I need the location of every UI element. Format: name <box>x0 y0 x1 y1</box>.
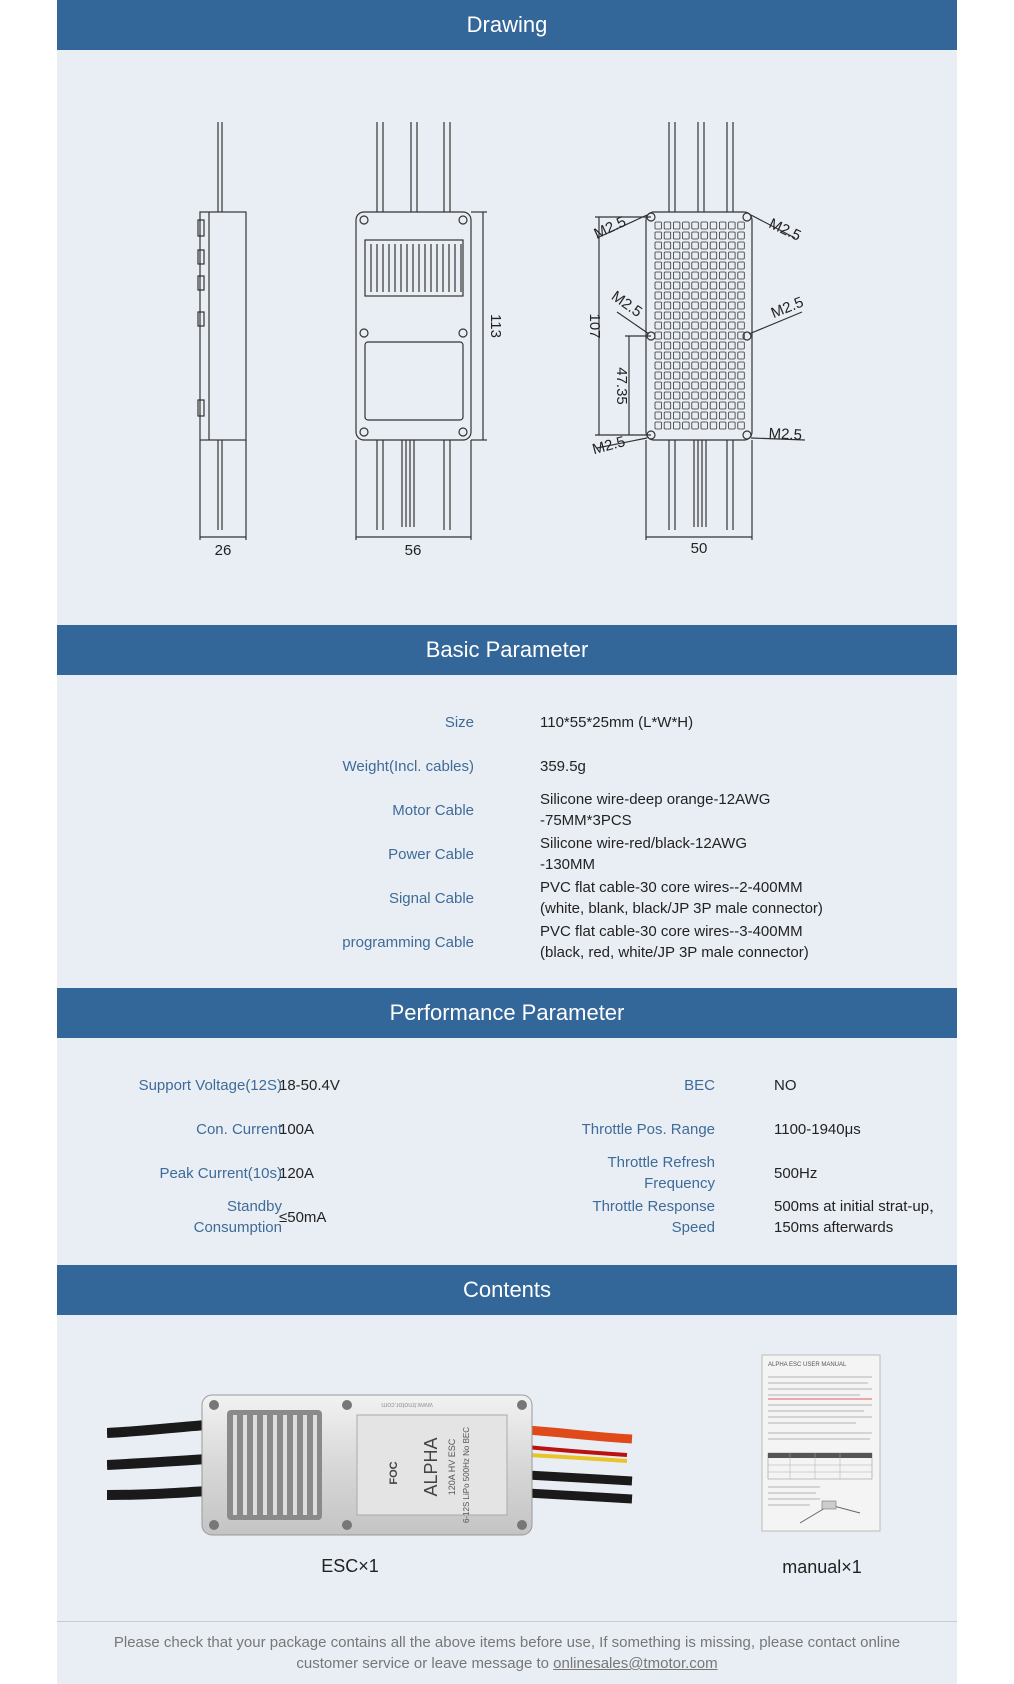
heatsink-cell <box>692 222 699 229</box>
heatsink-cell <box>719 252 726 259</box>
contents-caption-manual: manual×1 <box>782 1557 862 1577</box>
manual-image <box>760 1353 882 1533</box>
heatsink-cell <box>664 312 671 319</box>
heatsink-cell <box>710 382 717 389</box>
heatsink-cell <box>729 292 736 299</box>
heatsink-cell <box>701 242 708 249</box>
heatsink-cell <box>664 412 671 419</box>
footer-email-link[interactable]: onlinesales@tmotor.com <box>553 1655 718 1672</box>
drawing-svg <box>57 50 957 625</box>
param-label: Motor Cable <box>392 801 474 819</box>
heatsink-cell <box>710 372 717 379</box>
heatsink-cell <box>664 392 671 399</box>
heatsink-cell <box>655 302 662 309</box>
heatsink-cell <box>664 342 671 349</box>
heatsink-cell <box>655 372 662 379</box>
heatsink-cell <box>673 312 680 319</box>
heatsink-cell <box>738 422 745 429</box>
heatsink-cell <box>683 282 690 289</box>
heatsink-cell <box>701 312 708 319</box>
heatsink-cell <box>673 282 680 289</box>
heatsink-cell <box>701 422 708 429</box>
param-value: Silicone wire-red/black-12AWG -130MM <box>540 835 748 873</box>
heatsink-cell <box>692 372 699 379</box>
heatsink-cell <box>692 352 699 359</box>
heatsink-cell <box>729 332 736 339</box>
heatsink-cell <box>664 252 671 259</box>
heatsink-cell <box>701 352 708 359</box>
heatsink-cell <box>673 382 680 389</box>
heatsink-cell <box>710 392 717 399</box>
heatsink-cell <box>673 232 680 239</box>
heatsink-cell <box>683 392 690 399</box>
heatsink-cell <box>683 242 690 249</box>
param-label: Signal Cable <box>388 889 474 907</box>
heatsink-cell <box>729 252 736 259</box>
heatsink-cell <box>719 362 726 369</box>
heatsink-cell <box>738 372 745 379</box>
param-label: Size <box>444 713 474 731</box>
heatsink-cell <box>692 252 699 259</box>
heatsink-cell <box>673 292 680 299</box>
heatsink-cell <box>701 222 708 229</box>
perf-label: Throttle Pos. Range <box>581 1120 715 1138</box>
screw-label: M2.5 <box>590 433 628 459</box>
heatsink-cell <box>710 322 717 329</box>
basic-param-row <box>57 700 957 744</box>
perf-label: Support Voltage(12S) <box>138 1076 282 1094</box>
heatsink-cell <box>719 402 726 409</box>
heatsink-cell <box>738 282 745 289</box>
heatsink-cell <box>683 252 690 259</box>
heatsink-cell <box>719 302 726 309</box>
heatsink-cell <box>692 392 699 399</box>
heatsink-cell <box>701 272 708 279</box>
perf-label: Peak Current(10s) <box>159 1164 282 1182</box>
heatsink-cell <box>719 262 726 269</box>
heatsink-cell <box>664 382 671 389</box>
heatsink-cell <box>673 352 680 359</box>
heatsink-cell <box>738 322 745 329</box>
esc-sub: 120A HV ESC <box>447 1438 457 1496</box>
heatsink-cell <box>710 272 717 279</box>
heatsink-cell <box>729 362 736 369</box>
heatsink-cell <box>738 252 745 259</box>
heatsink-cell <box>683 342 690 349</box>
heatsink-cell <box>701 262 708 269</box>
heatsink-cell <box>710 412 717 419</box>
heatsink-cell <box>683 412 690 419</box>
heatsink-cell <box>664 352 671 359</box>
heatsink-cell <box>664 422 671 429</box>
param-value: Silicone wire-deep orange-12AWG -75MM*3PCS <box>540 791 771 829</box>
heatsink-cell <box>701 332 708 339</box>
basic-param-row <box>57 788 957 832</box>
heatsink-cell <box>710 352 717 359</box>
heatsink-cell <box>701 372 708 379</box>
heatsink-cell <box>719 422 726 429</box>
heatsink-cell <box>701 282 708 289</box>
heatsink-cell <box>738 242 745 249</box>
heatsink-cell <box>729 352 736 359</box>
heatsink-cell <box>673 422 680 429</box>
heatsink-cell <box>692 292 699 299</box>
heatsink-cell <box>738 272 745 279</box>
heatsink-cell <box>729 302 736 309</box>
heatsink-cell <box>701 382 708 389</box>
heatsink-cell <box>710 422 717 429</box>
heatsink-cell <box>738 412 745 419</box>
screw-label: M2.5 <box>608 287 646 321</box>
heatsink-cell <box>719 412 726 419</box>
heatsink-cell <box>664 232 671 239</box>
heatsink-cell <box>719 282 726 289</box>
heatsink-cell <box>738 382 745 389</box>
heatsink-cell <box>673 412 680 419</box>
heatsink-cell <box>719 382 726 389</box>
heatsink-cell <box>673 222 680 229</box>
heatsink-cell <box>664 242 671 249</box>
heatsink-cell <box>673 372 680 379</box>
param-value: 359.5g <box>540 757 586 775</box>
heatsink-cell <box>683 352 690 359</box>
heatsink-cell <box>683 262 690 269</box>
heatsink-cell <box>692 262 699 269</box>
heatsink-cell <box>673 252 680 259</box>
heatsink-cell <box>701 392 708 399</box>
perf-value: 500ms at initial strat-up， 150ms afterwards <box>774 1198 945 1236</box>
heatsink-cell <box>683 402 690 409</box>
heatsink-cell <box>692 322 699 329</box>
heatsink-cell <box>692 272 699 279</box>
heatsink-cell <box>664 302 671 309</box>
heatsink-cell <box>710 262 717 269</box>
screw-label: M2.5 <box>768 293 806 322</box>
heatsink-cell <box>655 262 662 269</box>
heatsink-cell <box>719 222 726 229</box>
perf-value: 1100-1940μs <box>774 1120 861 1138</box>
screw-label: M2.5 <box>766 215 804 245</box>
heatsink-cell <box>738 402 745 409</box>
heatsink-cell <box>719 292 726 299</box>
heatsink-cell <box>729 382 736 389</box>
heatsink-cell <box>673 392 680 399</box>
heatsink-cell <box>673 402 680 409</box>
heatsink-cell <box>664 292 671 299</box>
heatsink-cell <box>655 252 662 259</box>
heatsink-cell <box>664 282 671 289</box>
heatsink-cell <box>664 322 671 329</box>
basic-parameter-header: Basic Parameter <box>57 625 957 675</box>
heatsink-cell <box>710 362 717 369</box>
heatsink-cell <box>664 332 671 339</box>
heatsink-cell <box>692 402 699 409</box>
heatsink-cell <box>710 282 717 289</box>
footer-notice <box>97 1632 917 1674</box>
perf-value: 18-50.4V <box>279 1076 340 1094</box>
heatsink-cell <box>729 392 736 399</box>
heatsink-cell <box>655 392 662 399</box>
heatsink-cell <box>738 312 745 319</box>
heatsink-cell <box>701 292 708 299</box>
heatsink-cell <box>673 302 680 309</box>
heatsink-cell <box>719 242 726 249</box>
heatsink-cell <box>701 412 708 419</box>
heatsink-cell <box>738 292 745 299</box>
heatsink-cell <box>664 262 671 269</box>
heatsink-cell <box>701 322 708 329</box>
heatsink-cell <box>701 402 708 409</box>
heatsink-cell <box>710 342 717 349</box>
heatsink-cell <box>683 232 690 239</box>
heatsink-cell <box>683 312 690 319</box>
technical-drawing <box>57 50 957 625</box>
heatsink-cell <box>729 282 736 289</box>
heatsink-cell <box>719 372 726 379</box>
heatsink-cell <box>738 302 745 309</box>
heatsink-cell <box>729 342 736 349</box>
heatsink-cell <box>673 272 680 279</box>
heatsink-cell <box>701 302 708 309</box>
dim-back-mid: 47.35 <box>613 367 630 405</box>
heatsink-cell <box>719 322 726 329</box>
heatsink-cell <box>729 372 736 379</box>
heatsink-cell <box>710 292 717 299</box>
dim-front-height: 113 <box>487 314 504 338</box>
contents-header: Contents <box>57 1265 957 1315</box>
heatsink-cell <box>673 332 680 339</box>
heatsink-cell <box>701 232 708 239</box>
heatsink-cell <box>655 402 662 409</box>
basic-param-row <box>57 920 957 964</box>
screw-label: M2.5 <box>591 213 629 243</box>
heatsink-cell <box>655 382 662 389</box>
heatsink-cell <box>692 332 699 339</box>
manual-title: ALPHA ESC USER MANUAL <box>768 1362 847 1368</box>
heatsink-cell <box>655 282 662 289</box>
heatsink-cell <box>710 252 717 259</box>
heatsink-cell <box>738 222 745 229</box>
param-value: PVC flat cable-30 core wires--3-400MM (black, red, white/JP 3P male connector) <box>540 923 809 961</box>
front-view <box>356 122 487 540</box>
heatsink-cell <box>692 242 699 249</box>
heatsink-cell <box>683 382 690 389</box>
heatsink-cell <box>701 362 708 369</box>
heatsink-cell <box>683 332 690 339</box>
heatsink-cell <box>683 362 690 369</box>
perf-value: 500Hz <box>774 1164 818 1182</box>
heatsink-cell <box>683 222 690 229</box>
heatsink-cell <box>719 272 726 279</box>
esc-url: www.tmotor.com <box>381 1401 433 1408</box>
heatsink-cell <box>655 332 662 339</box>
esc-name: ALPHA <box>421 1437 441 1497</box>
heatsink-cell <box>673 242 680 249</box>
heatsink-cell <box>710 242 717 249</box>
heatsink-cell <box>701 342 708 349</box>
perf-label: Standby Consumption <box>193 1198 282 1236</box>
heatsink-cell <box>683 422 690 429</box>
dim-side-width: 26 <box>214 542 232 559</box>
heatsink-cell <box>664 362 671 369</box>
heatsink-cell <box>683 292 690 299</box>
heatsink-cell <box>664 372 671 379</box>
basic-param-row <box>57 876 957 920</box>
heatsink-cell <box>655 362 662 369</box>
perf-value: ≤50mA <box>279 1208 327 1226</box>
param-value: 110*55*25mm (L*W*H) <box>540 713 694 731</box>
heatsink-cell <box>729 222 736 229</box>
heatsink-cell <box>692 422 699 429</box>
heatsink-cell <box>655 222 662 229</box>
dim-front-width: 56 <box>404 542 422 559</box>
heatsink-cell <box>683 322 690 329</box>
heatsink-cell <box>738 262 745 269</box>
param-label: Weight(Incl. cables) <box>342 757 474 775</box>
screw-label: M2.5 <box>768 425 803 444</box>
heatsink-cell <box>692 342 699 349</box>
heatsink-cell <box>683 302 690 309</box>
basic-param-row <box>57 832 957 876</box>
heatsink-cell <box>729 242 736 249</box>
heatsink-cell <box>655 352 662 359</box>
heatsink-cell <box>692 232 699 239</box>
side-view <box>198 122 246 540</box>
foc-badge: FOC <box>388 1461 400 1485</box>
heatsink-cell <box>655 322 662 329</box>
heatsink-cell <box>719 342 726 349</box>
heatsink-cell <box>673 362 680 369</box>
param-value: PVC flat cable-30 core wires--2-400MM (white, blank, black/JP 3P male connector) <box>540 879 823 917</box>
heatsink-cell <box>710 302 717 309</box>
perf-value: NO <box>774 1076 797 1094</box>
heatsink-cell <box>692 362 699 369</box>
heatsink-cell <box>719 352 726 359</box>
heatsink-cell <box>719 312 726 319</box>
heatsink-cell <box>729 412 736 419</box>
heatsink-cell <box>719 332 726 339</box>
heatsink-cell <box>655 292 662 299</box>
heatsink-cell <box>673 322 680 329</box>
heatsink-cell <box>710 222 717 229</box>
heatsink-cell <box>710 312 717 319</box>
heatsink-cell <box>729 402 736 409</box>
heatsink-cell <box>692 282 699 289</box>
heatsink-cell <box>664 222 671 229</box>
heatsink-cell <box>729 312 736 319</box>
heatsink-cell <box>710 402 717 409</box>
heatsink-cell <box>692 302 699 309</box>
perf-label: Throttle Refresh Frequency <box>607 1154 715 1192</box>
heatsink-cell <box>664 402 671 409</box>
heatsink-cell <box>710 332 717 339</box>
footer-notice-text: Please check that your package contains all the above items before use, If something is missing, please contact online customer service or leave message to <box>113 1634 901 1672</box>
perf-value: 100A <box>279 1120 315 1138</box>
heatsink-cell <box>738 342 745 349</box>
heatsink-cell <box>701 252 708 259</box>
footer-divider <box>57 1621 957 1622</box>
esc-product-image <box>107 1375 637 1545</box>
heatsink-cell <box>655 412 662 419</box>
perf-label: BEC <box>684 1076 715 1094</box>
heatsink-cell <box>655 272 662 279</box>
perf-value: 120A <box>279 1164 315 1182</box>
heatsink-cell <box>655 422 662 429</box>
heatsink-cell <box>683 372 690 379</box>
heatsink-cell <box>655 312 662 319</box>
heatsink-cell <box>719 232 726 239</box>
perf-label: Con. Current <box>196 1120 282 1138</box>
basic-param-row <box>57 744 957 788</box>
heatsink-cell <box>664 272 671 279</box>
heatsink-cell <box>738 362 745 369</box>
heatsink-cell <box>710 232 717 239</box>
heatsink-cell <box>692 412 699 419</box>
param-label: Power Cable <box>388 845 474 863</box>
heatsink-cell <box>673 262 680 269</box>
back-view <box>595 122 805 540</box>
drawing-header: Drawing <box>57 0 957 50</box>
heatsink-cell <box>692 382 699 389</box>
heatsink-cell <box>719 392 726 399</box>
heatsink-cell <box>655 342 662 349</box>
heatsink-cell <box>738 392 745 399</box>
back-grid <box>655 222 744 429</box>
esc-spec: 6-12S LiPo 500Hz No BEC <box>462 1426 471 1524</box>
dim-back-height: 107 <box>586 313 603 339</box>
heatsink-cell <box>692 312 699 319</box>
performance-parameter-header: Performance Parameter <box>57 988 957 1038</box>
heatsink-cell <box>738 232 745 239</box>
product-spec-page <box>57 0 957 1684</box>
param-label: programming Cable <box>342 933 474 951</box>
heatsink-cell <box>655 242 662 249</box>
heatsink-cell <box>683 272 690 279</box>
heatsink-cell <box>673 342 680 349</box>
heatsink-cell <box>738 352 745 359</box>
front-fins <box>371 244 461 292</box>
heatsink-cell <box>729 262 736 269</box>
heatsink-cell <box>729 232 736 239</box>
heatsink-cell <box>729 422 736 429</box>
heatsink-cell <box>729 322 736 329</box>
heatsink-cell <box>655 232 662 239</box>
contents-caption-esc: ESC×1 <box>321 1556 379 1576</box>
dim-back-width: 50 <box>690 540 708 557</box>
heatsink-cell <box>729 272 736 279</box>
perf-label: Throttle Response Speed <box>592 1198 715 1236</box>
